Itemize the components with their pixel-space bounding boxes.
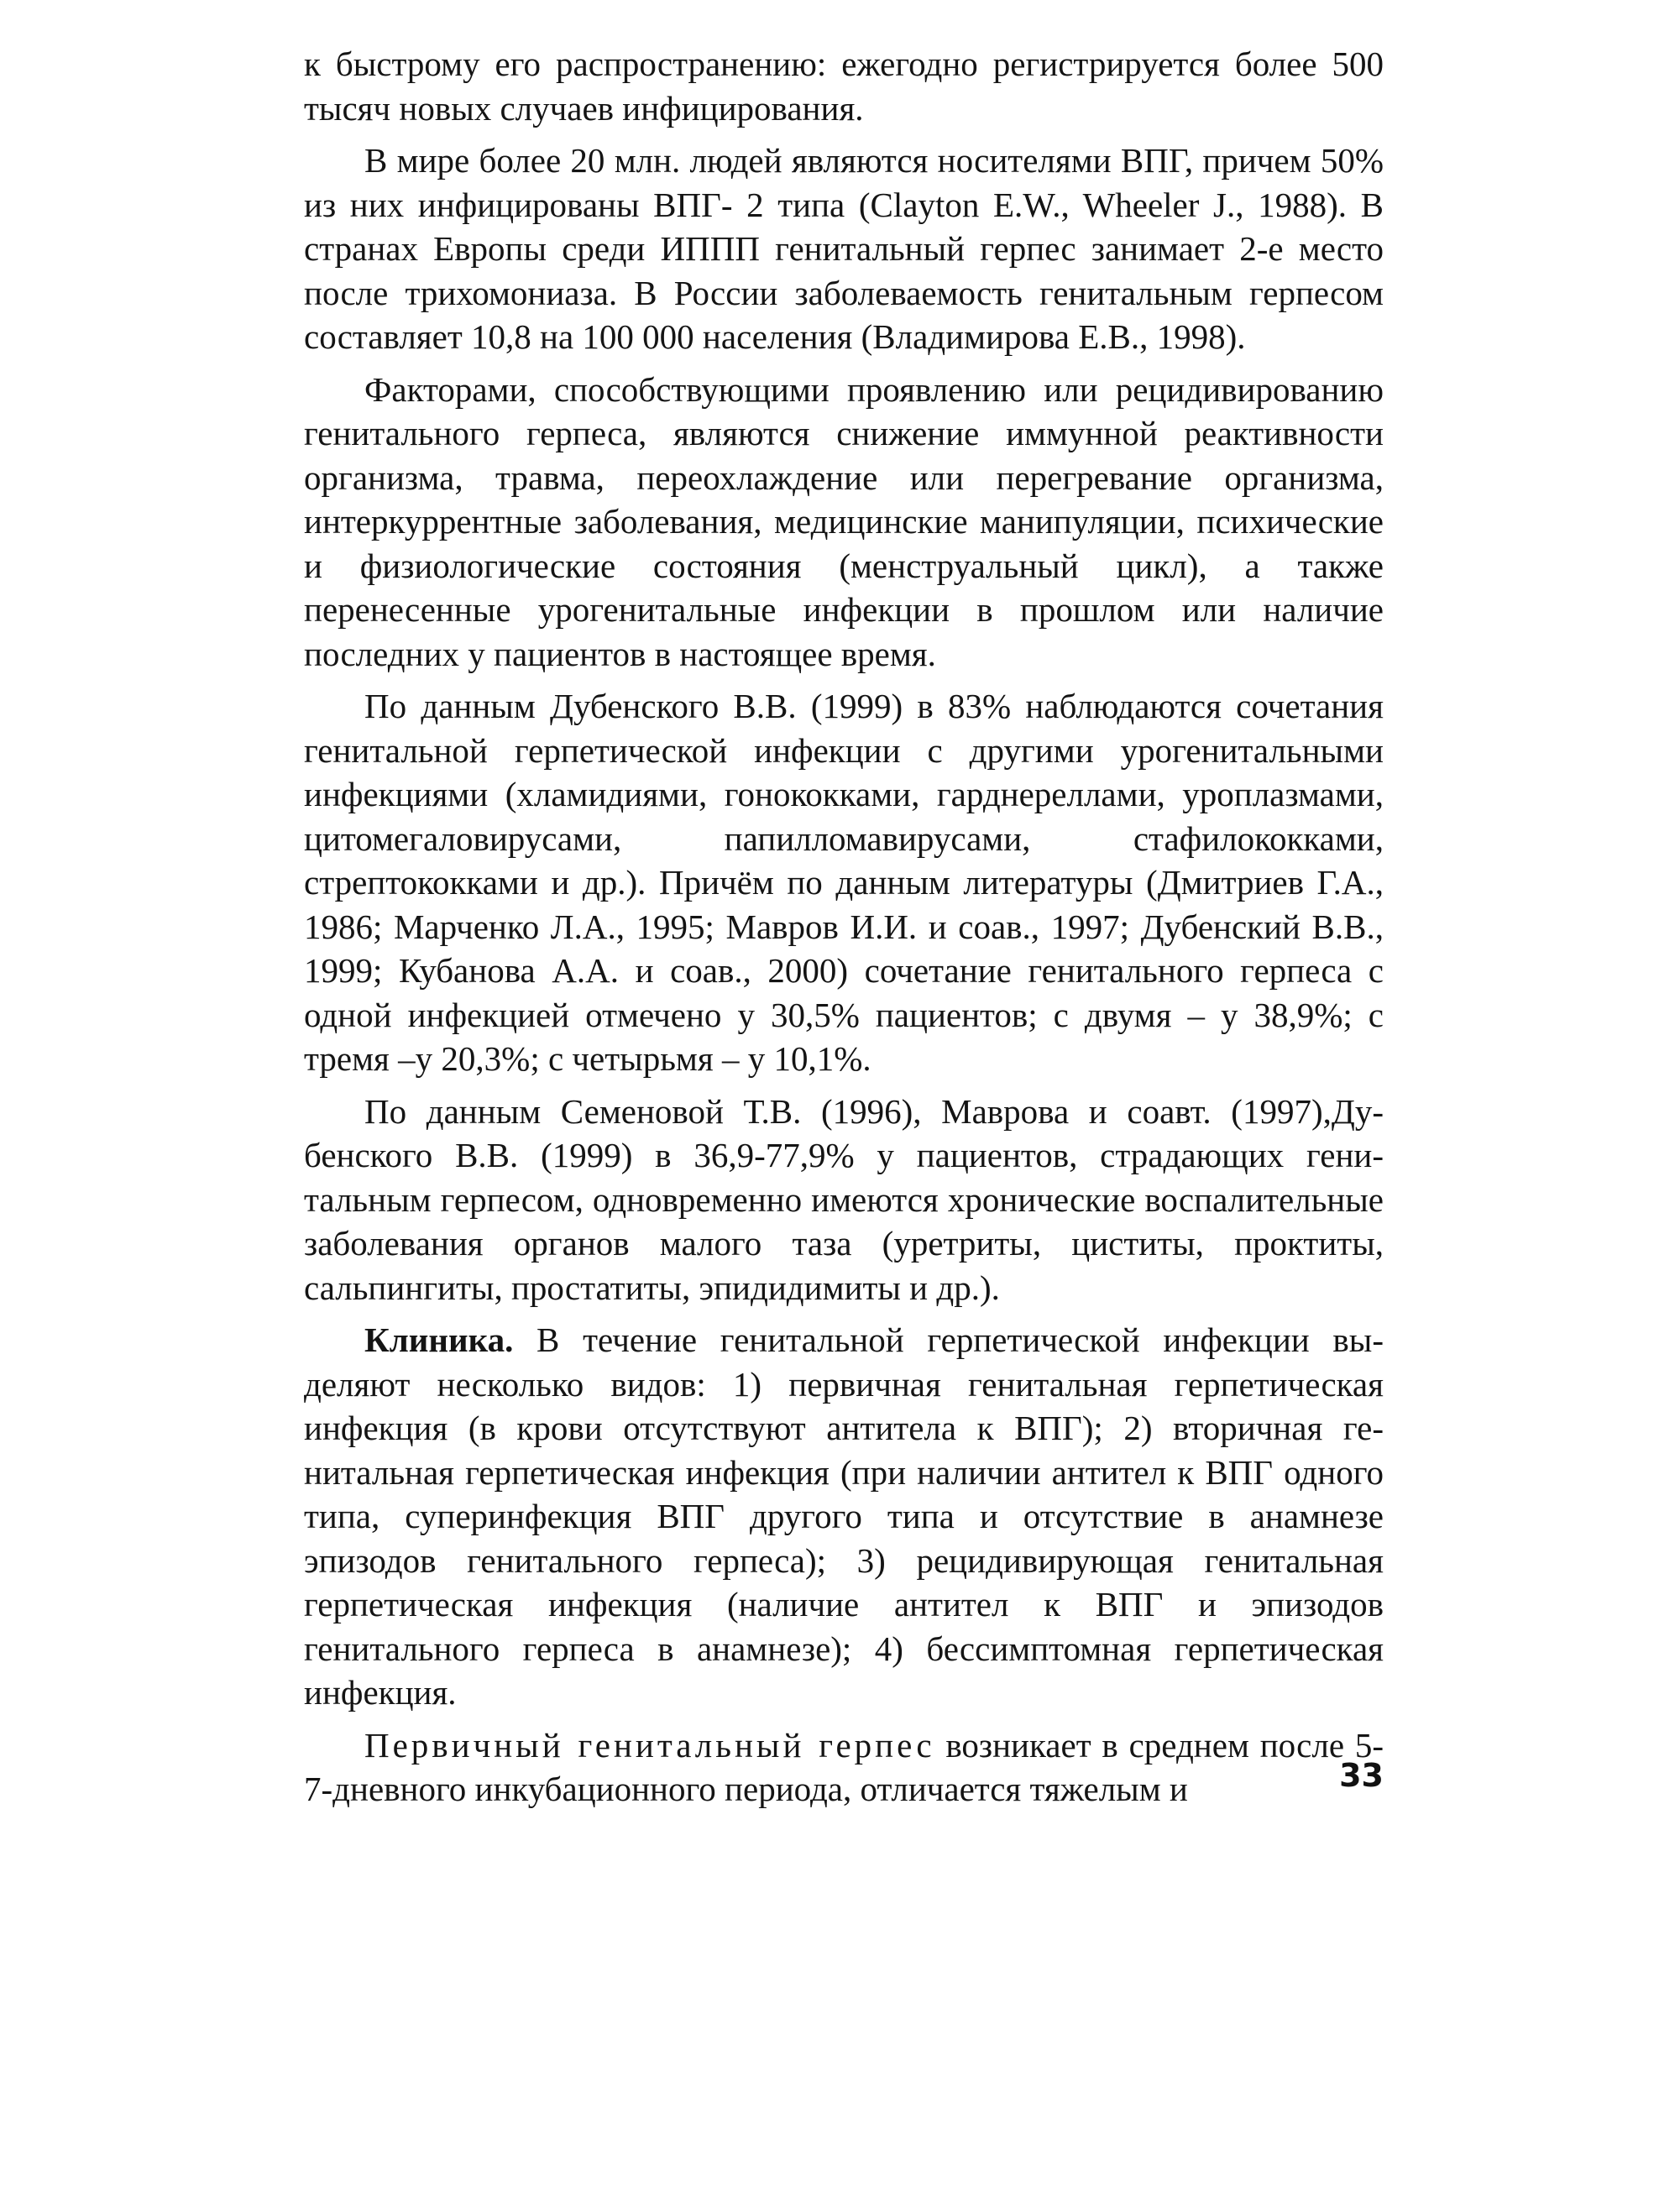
paragraph-spread-continuation bbox=[304, 42, 1384, 130]
section-lead-heading: Клиника. bbox=[364, 1320, 514, 1359]
paragraph-hsv-carriers bbox=[304, 139, 1384, 359]
paragraph-inflammatory-diseases bbox=[304, 1090, 1384, 1310]
paragraph-text: По данным Семеновой Т.В. (1996), Маврова и соавт. (1997),Дубенского В.В. (1999) в 36,9-77,9% у пациентов, страдающих генитальным герпесом, одновременно имеются хронические воспалительные заболевания органов малого таза (уретриты, циститы, проктиты, сальпингиты, простатиты, эпидидимиты и др.). bbox=[304, 1091, 1384, 1307]
paragraph-coinfections bbox=[304, 684, 1384, 1081]
paragraph-text: По данным Дубенского В.В. (1999) в 83% наблюдаются сочетания генитальной герпетической инфекции с другими урогенитальными инфекциями (хламидиями, гонококками, гарднереллами, уроплазмами, цитомегаловирусами, папилломавирусами, стафилококками, стрептококками и др.). Причём по данным литературы (Дмитриев Г.А., 1986; Марченко Л.А., 1995; Мавров И.И. и соав., 1997; Дубенский В.В., 1999; Кубанова А.А. и соав., 2000) сочетание генитального герпеса с одной инфекцией отмечено у 30,5% пациентов; с двумя – у 38,9%; с тремя –у 20,3%; с четырьмя – у 10,1%. bbox=[304, 687, 1384, 1078]
document-page bbox=[304, 42, 1384, 1812]
paragraph-text: В мире более 20 млн. людей являются носителями ВПГ, причем 50% из них инфицированы ВПГ- 2 типа (Clayton E.W., Wheeler J., 1988). В странах Европы среди ИППП генитальный герпес занимает 2-е место после трихомониаза. В России заболеваемость генитальным герпесом составляет 10,8 на 100 000 населения (Владимирова Е.В., 1998). bbox=[304, 141, 1384, 356]
paragraph-text: к быстрому его распространению: ежегодно регистрируется более 500 тысяч новых случаев инфицирования. bbox=[304, 44, 1384, 128]
page-number: 33 bbox=[1339, 1757, 1384, 1794]
spaced-term: Первичный генитальный герпес bbox=[364, 1725, 935, 1765]
paragraph-primary-herpes bbox=[304, 1723, 1384, 1812]
paragraph-clinical-forms bbox=[304, 1318, 1384, 1715]
paragraph-text: возникает в среднем после 5-7-дневного инкубационного периода, отличается тяжелым и bbox=[304, 1725, 1384, 1808]
paragraph-risk-factors bbox=[304, 368, 1384, 677]
paragraph-text: В течение генитальной герпетической инфекции выделяют несколько видов: 1) первичная генитальная герпетическая инфекция (в крови отсутствуют антитела к ВПГ); 2) вторичная генитальная герпетическая инфекция (при наличии антител к ВПГ одного типа, суперинфекция ВПГ другого типа и отсутствие в анамнезе эпизодов генитального герпеса); 3) рецидивирующая генитальная герпетическая инфекция (наличие антител к ВПГ и эпизодов генитального герпеса в анамнезе); 4) бессимптомная герпетическая инфекция. bbox=[304, 1320, 1384, 1712]
paragraph-text: Факторами, способствующими проявлению или рецидивированию генитального герпеса, являются снижение иммунной реактивности организма, травма, переохлаждение или перегревание организма, интеркуррентные заболевания, медицинские манипуляции, психические и физиологические состояния (менструальный цикл), а также перенесенные урогенитальные инфекции в прошлом или наличие последних у пациентов в настоящее время. bbox=[304, 369, 1384, 673]
